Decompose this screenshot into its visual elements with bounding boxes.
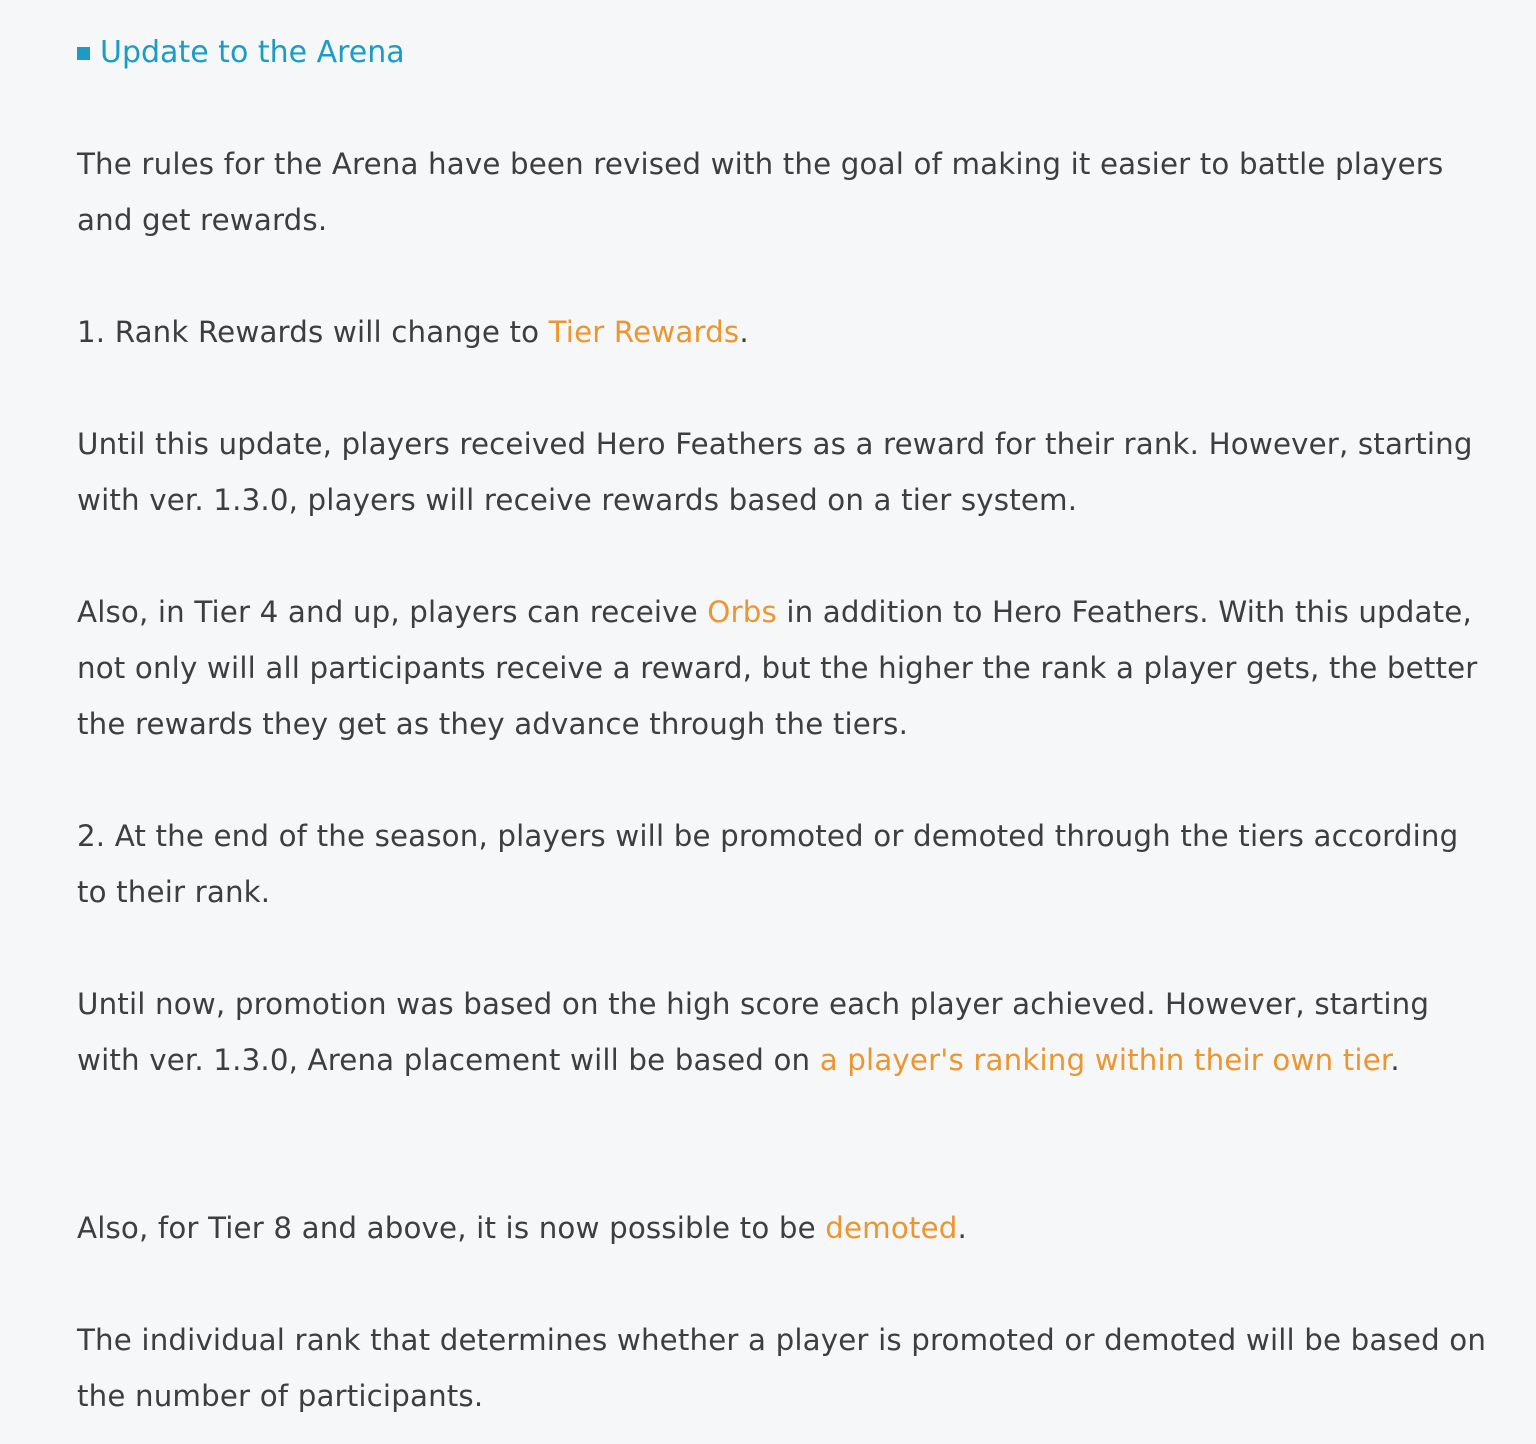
- rule-2-details: [77, 976, 1487, 1088]
- intro-paragraph-text: The rules for the Arena have been revised with the goal of making it easier to battle players and get rewards.: [77, 147, 1444, 237]
- demoted-highlight: demoted: [825, 1211, 958, 1245]
- rule-1-heading: [77, 304, 1487, 360]
- participants-paragraph-text: The individual rank that determines whether a player is promoted or demoted will be based on the number of participants.: [77, 1323, 1487, 1413]
- demotion-paragraph-start: Also, for Tier 8 and above, it is now possible to be: [77, 1211, 826, 1245]
- orbs-paragraph-start: Also, in Tier 4 and up, players can receive: [77, 595, 708, 629]
- demotion-paragraph: [77, 1200, 1487, 1256]
- demotion-paragraph-period: .: [957, 1211, 967, 1245]
- ranking-within-tier-highlight: a player's ranking within their own tier: [819, 1043, 1391, 1077]
- rule-1-details: [77, 416, 1487, 528]
- rule-2-details-period: .: [1390, 1043, 1400, 1077]
- rule-1-period: .: [739, 315, 749, 349]
- rule-2-heading: [77, 808, 1487, 920]
- orbs-highlight: Orbs: [707, 595, 777, 629]
- rule-1-orbs-paragraph: [77, 584, 1487, 752]
- section-heading: [77, 31, 405, 75]
- section-heading-text: Update to the Arena: [100, 35, 405, 70]
- tier-rewards-highlight: Tier Rewards: [548, 315, 740, 349]
- square-bullet-icon: [77, 47, 90, 60]
- rule-2-text: 2. At the end of the season, players will be promoted or demoted through the tiers according to their rank.: [77, 819, 1459, 909]
- orbs-paragraph-end: in addition to Hero Feathers. With this update, not only will all participants receive a reward, but the higher the rank a player gets, the better the rewards they get as they advance through the tiers.: [77, 595, 1478, 741]
- intro-paragraph: [77, 136, 1487, 248]
- rule-1-details-text: Until this update, players received Hero Feathers as a reward for their rank. However, starting with ver. 1.3.0, players will receive rewards based on a tier system.: [77, 427, 1473, 517]
- rule-2-details-start: Until now, promotion was based on the high score each player achieved. However, starting with ver. 1.3.0, Arena placement will be based on: [77, 987, 1430, 1077]
- participants-paragraph: [77, 1312, 1487, 1424]
- rule-1-text: 1. Rank Rewards will change to: [77, 315, 549, 349]
